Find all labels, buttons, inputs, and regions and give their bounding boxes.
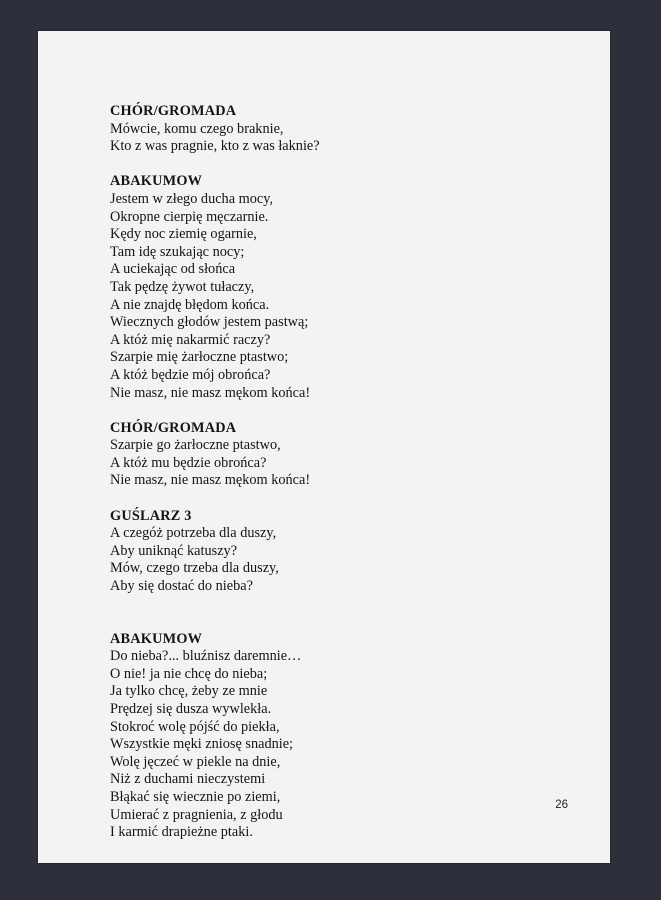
verse-line: Umierać z pragnienia, z głodu (110, 806, 283, 823)
verse-line: Stokroć wolę pójść do piekła, (110, 718, 280, 735)
verse-line: A któż będzie mój obrońca? (110, 366, 271, 383)
verse-line: Aby uniknąć katuszy? (110, 542, 238, 559)
verse-line: O nie! ja nie chcę do nieba; (110, 665, 268, 682)
verse-line: Wiecznych głodów jestem pastwą; (110, 314, 309, 331)
verse-line: Tak pędzę żywot tułaczy, (110, 278, 255, 295)
verse-line: A nie znajdę błędom końca. (110, 296, 270, 313)
verse-line: Szarpie mię żarłoczne ptastwo; (110, 349, 289, 366)
speaker-name: ABAKUMOW (110, 173, 203, 190)
verse-line: Nie masz, nie masz mękom końca! (110, 384, 311, 401)
verse-line: I karmić drapieżne ptaki. (110, 824, 253, 841)
document-page (38, 31, 610, 863)
verse-line: A czegóż potrzeba dla duszy, (110, 525, 277, 542)
verse-line: Prędzej się dusza wywlekła. (110, 701, 272, 717)
verse-line: Kędy noc ziemię ogarnie, (110, 226, 257, 243)
verse-line: A uciekając od słońca (110, 261, 236, 278)
verse-line: Jestem w złego ducha mocy, (110, 190, 274, 207)
verse-line: Do nieba?... bluźnisz daremnie… (110, 648, 302, 665)
stanza-abakumow-2 (110, 631, 570, 842)
verse-line: Okropne cierpię męczarnie. (110, 208, 269, 225)
stanza-chor-gromada-1 (110, 103, 570, 156)
verse-line: Ja tylko chcę, żeby ze mnie (110, 683, 268, 700)
stanza-chor-gromada-2 (110, 420, 570, 490)
verse-line: Niż z duchami nieczystemi (110, 771, 266, 788)
verse-line: Wolę jęczeć w piekle na dnie, (110, 753, 281, 770)
stanza-abakumow-1 (110, 173, 570, 402)
speaker-name: CHÓR/GROMADA (110, 419, 237, 436)
verse-line: Nie masz, nie masz mękom końca! (110, 472, 311, 489)
verse-line: Szarpie go żarłoczne ptastwo, (110, 437, 281, 454)
verse-line: Tam idę szukając nocy; (110, 243, 245, 260)
verse-line: Mów, czego trzeba dla duszy, (110, 560, 279, 577)
verse-line: Mówcie, komu czego braknie, (110, 120, 284, 137)
poem-text (110, 103, 570, 842)
verse-line: Błąkać się wiecznie po ziemi, (110, 788, 281, 805)
speaker-name: GUŚLARZ 3 (110, 507, 192, 524)
verse-line: Wszystkie męki zniosę snadnie; (110, 736, 294, 753)
speaker-name: CHÓR/GROMADA (110, 103, 237, 119)
verse-line: A któż mu będzie obrońca? (110, 454, 267, 471)
verse-line: Aby się dostać do nieba? (110, 578, 253, 595)
page-number: 26 (555, 799, 568, 811)
verse-line: Kto z was pragnie, kto z was łaknie? (110, 138, 320, 155)
speaker-name: ABAKUMOW (110, 630, 203, 647)
verse-line: A któż mię nakarmić raczy? (110, 331, 271, 348)
stanza-guslarz-3 (110, 508, 570, 596)
